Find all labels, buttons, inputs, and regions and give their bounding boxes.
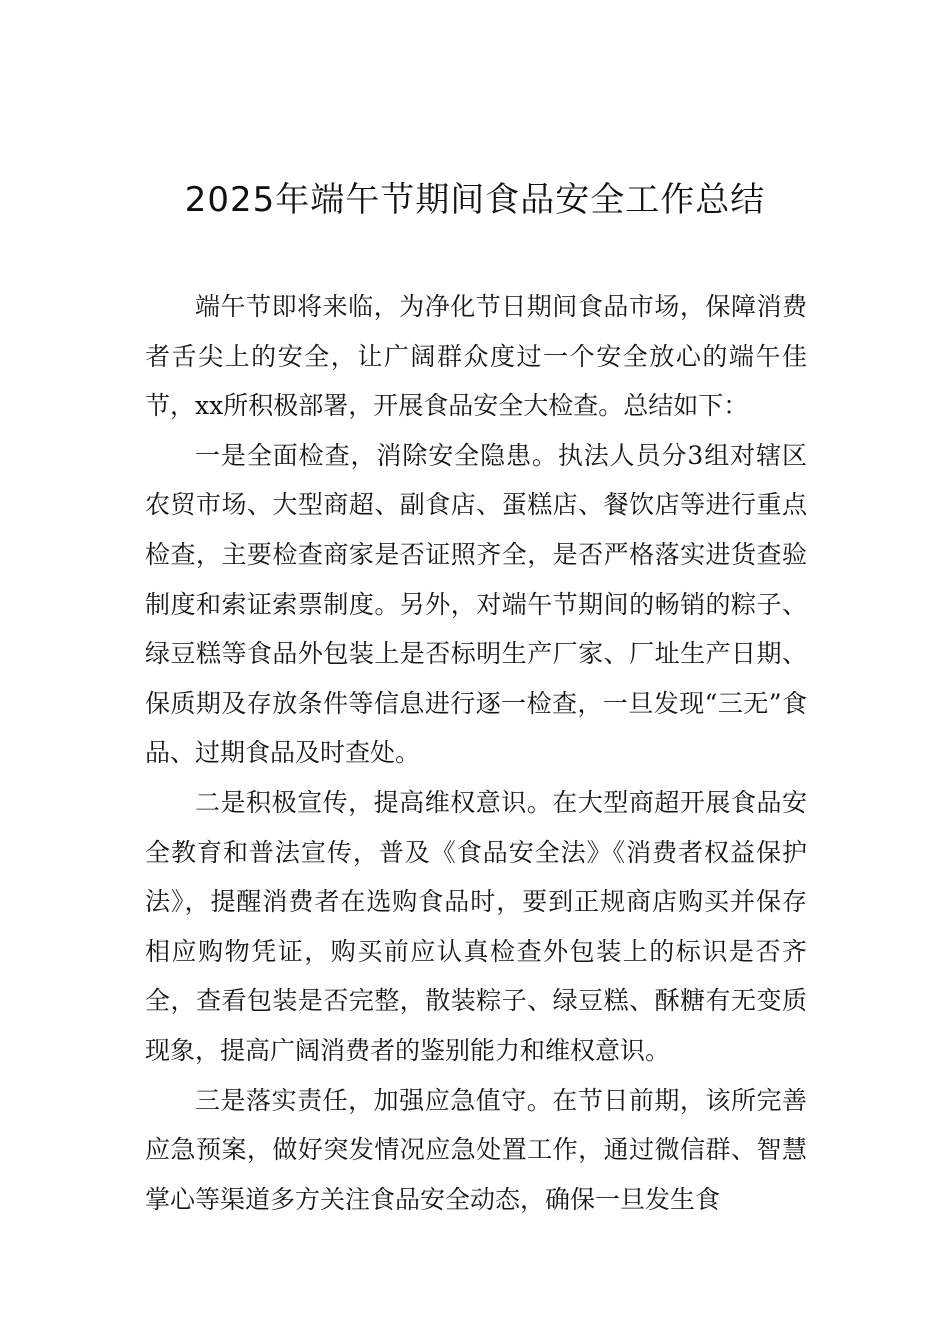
document-body xyxy=(145,282,807,1224)
paragraph-intro: 端午节即将来临，为净化节日期间食品市场，保障消费者舌尖上的安全，让广阔群众度过一个安全放心的端午佳节，xx所积极部署，开展食品安全大检查。总结如下： xyxy=(145,292,807,421)
paragraph-responsibility: 三是落实责任，加强应急值守。在节日前期，该所完善应急预案，做好突发情况应急处置工作，通过微信群、智慧掌心等渠道多方关注食品安全动态，确保一旦发生食 xyxy=(145,1085,807,1214)
paragraph-inspection: 一是全面检查，消除安全隐患。执法人员分3组对辖区农贸市场、大型商超、副食店、蛋糕店、餐饮店等进行重点检查，主要检查商家是否证照齐全，是否严格落实进货查验制度和索证索票制度。另外，对端午节期间的畅销的粽子、绿豆糕等食品外包装上是否标明生产厂家、厂址生产日期、保质期及存放条件等信息进行逐一检查，一旦发现“三无”食品、过期食品及时查处。 xyxy=(145,440,807,768)
document-title: 2025年端午节期间食品安全工作总结 xyxy=(184,180,766,220)
paragraph-publicity: 二是积极宣传，提高维权意识。在大型商超开展食品安全教育和普法宣传，普及《食品安全法》《消费者权益保护法》，提醒消费者在选购食品时，要到正规商店购买并保存相应购物凭证，购买前应认真检查外包装上的标识是否齐全，查看包装是否完整，散装粽子、绿豆糕、酥糖有无变质现象，提高广阔消费者的鉴别能力和维权意识。 xyxy=(145,787,807,1065)
